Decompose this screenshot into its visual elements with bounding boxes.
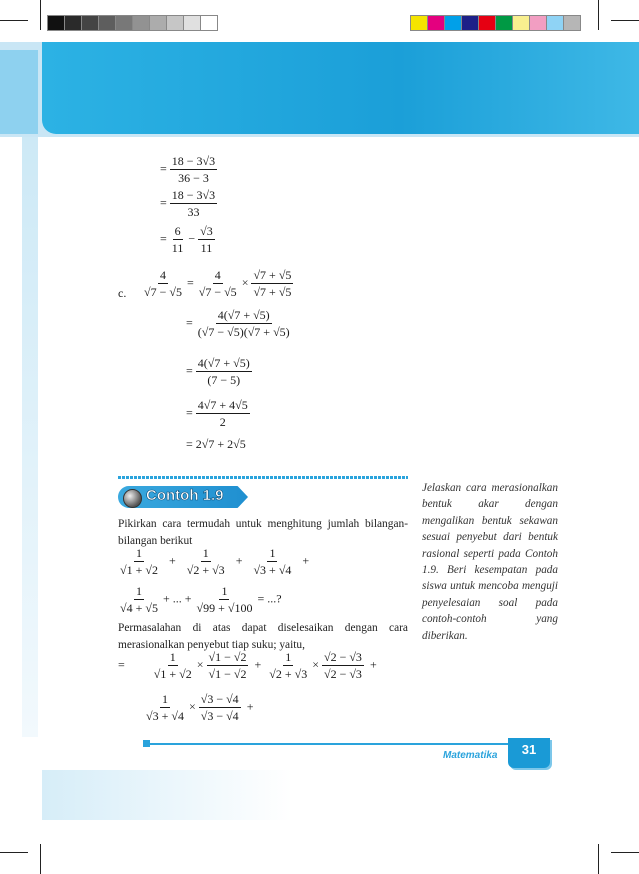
crop-mark [598,844,599,874]
footer-rule [145,743,545,745]
part-c-step-4: = $\frac{4√7 + 4√5}{2}$ [186,398,248,429]
side-margin-strip [22,137,38,737]
example-title: Contoh 1.9 [146,487,224,504]
calibration-swatch [461,15,479,31]
crop-mark [611,852,639,853]
calibration-swatch [166,15,184,31]
example-intro: Pikirkan cara termudah untuk menghitung jumlah bilangan-bilangan berikut [118,518,408,547]
calibration-swatch [444,15,462,31]
calibration-swatch [47,15,65,31]
crop-mark [0,20,28,21]
calibration-swatch [81,15,99,31]
sum-row-2: $\frac{1}{√4 + √5}$ + ... + $\frac{1}{√99 + √100}$ = ...? [120,584,282,615]
sum-row-1: $\frac{1}{√1 + √2}$ + $\frac{1}{√2 + √3}$ + $\frac{1}{√3 + √4}$ + [120,546,310,577]
calibration-swatch [427,15,445,31]
calibration-swatch [132,15,150,31]
part-c-step-1: $\frac{4}{√7 - √5}$ = $\frac{4}{√7 - √5}$ × $\frac{√7 + √5}{√7 + √5}$ [144,268,292,299]
rationalize-row-1: = $\frac{1}{√1 + √2}$ × $\frac{√1 - √2}{√1 - √2}$ + $\frac{1}{√2 + √3}$ × $\frac{√2 - √3}{√2 - √3}$ + [118,650,377,681]
crop-mark [611,20,639,21]
section-separator [118,476,408,479]
calibration-swatch [98,15,116,31]
calibration-swatch [149,15,167,31]
part-c-step-3: = $\frac{4(√7 + √5)}{(7 - 5)}$ [186,356,250,387]
part-c-label: c. [118,286,127,300]
bottom-decoration [42,770,292,820]
calibration-swatch [563,15,581,31]
calibration-swatch [546,15,564,31]
example-explanation: Permasalahan di atas dapat diselesaikan dengan cara merasionalkan penyebut tiap suku; yaitu, [118,622,408,651]
header-band-left [0,50,38,134]
math-line-1: = $\frac{18 - 3√3}{36 - 3}$ [160,154,216,185]
calibration-swatch [512,15,530,31]
rationalize-row-2: $\frac{1}{√3 + √4}$ × $\frac{√3 - √4}{√3 - √4}$ + [146,692,254,723]
header-band-main [42,42,639,134]
crop-mark [0,852,28,853]
calibration-swatch [64,15,82,31]
crop-mark [598,0,599,30]
calibration-swatch [410,15,428,31]
part-c-step-5: = 2√7 + 2√5 [186,437,246,451]
calibration-swatch [115,15,133,31]
footer-subject: Matematika [443,750,498,761]
calibration-swatch [183,15,201,31]
calibration-swatch [200,15,218,31]
crop-mark [40,844,41,874]
math-line-3: = $\frac{6}{11}$ − $\frac{√3}{11}$ [160,224,213,255]
math-line-2: = $\frac{18 - 3√3}{33}$ [160,188,216,219]
crop-mark [40,0,41,30]
part-c-step-2: = $\frac{4(√7 + √5)}{(√7 - √5)(√7 + √5)}$ [186,308,290,339]
calibration-swatch [529,15,547,31]
calibration-swatch [478,15,496,31]
page-number: 31 [521,742,537,757]
teacher-side-note: Jelaskan cara merasionalkan bentuk akar dengan mengalikan bentuk sekawan sesuai penyebut dari bentuk rasional seperti pada Contoh 1.9. Beri kesempatan pada siswa untuk mencoba menguji penyelesaian soal pada contoh-contoh yang diberikan. [422,482,558,642]
example-bullet-icon [123,489,142,508]
calibration-swatch [495,15,513,31]
